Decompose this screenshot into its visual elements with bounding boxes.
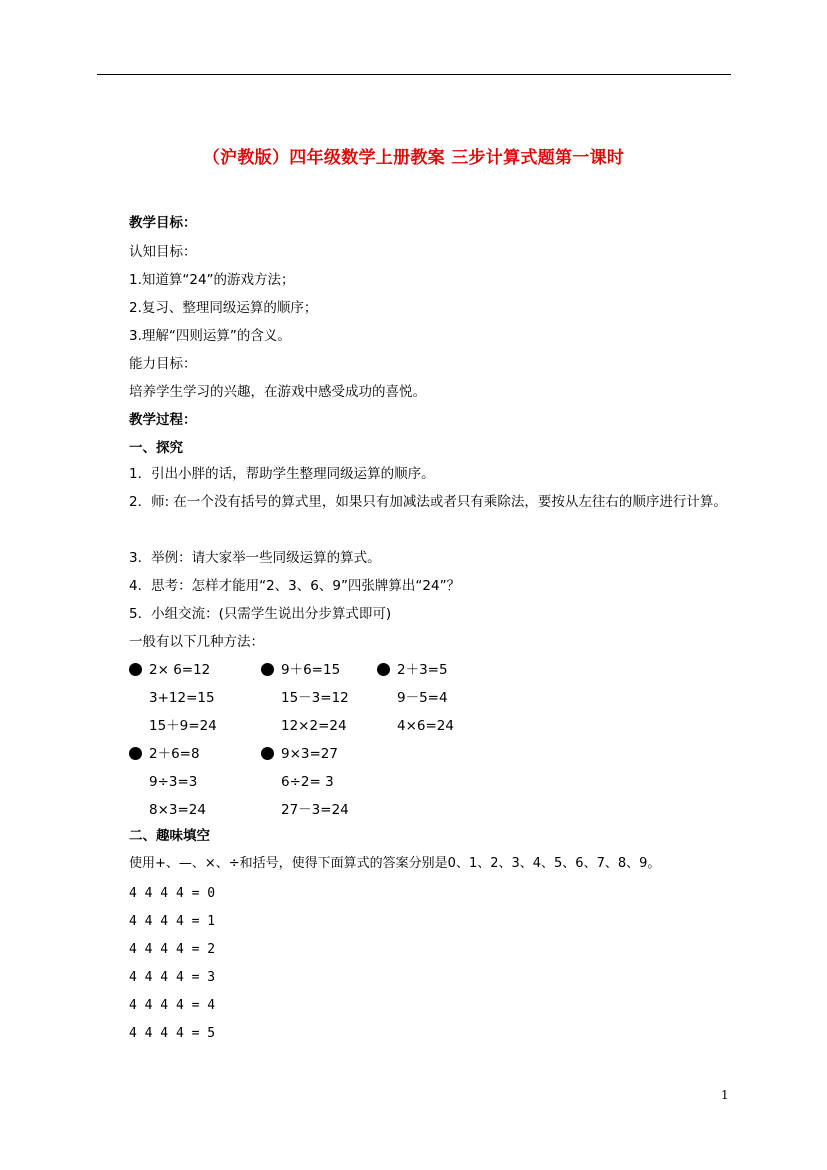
- process-step: 3．举例：请大家举一些同级运算的算式。: [129, 550, 381, 566]
- bullet-icon: [129, 747, 142, 760]
- equation: 4 4 4 4 = 4: [129, 998, 216, 1013]
- method-step: 2× 6=12: [149, 662, 211, 678]
- fill-instruction: 使用+、—、×、÷和括号，使得下面算式的答案分别是0、1、2、3、4、5、6、7、8、9。: [129, 856, 661, 871]
- teaching-goals-heading: 教学目标：: [129, 215, 197, 231]
- method-step: 9＋6=15: [281, 662, 341, 678]
- method-step: 15－3=12: [281, 690, 349, 706]
- method-step: 6÷2= 3: [281, 774, 334, 790]
- cognitive-goal-item: 2.复习、整理同级运算的顺序；: [129, 300, 318, 316]
- method-step: 15＋9=24: [149, 718, 217, 734]
- methods-intro: 一般有以下几种方法：: [129, 634, 264, 650]
- ability-goals-label: 能力目标：: [129, 356, 197, 372]
- bullet-icon: [129, 663, 142, 676]
- section-explore-heading: 一、探究: [129, 440, 183, 456]
- ability-goal-text: 培养学生学习的兴趣，在游戏中感受成功的喜悦。: [129, 384, 426, 400]
- method-step: 9÷3=3: [149, 774, 198, 790]
- bullet-icon: [261, 663, 274, 676]
- header-rule: [97, 74, 731, 75]
- equation: 4 4 4 4 = 3: [129, 970, 216, 985]
- equation: 4 4 4 4 = 5: [129, 1026, 216, 1041]
- cognitive-goal-item: 3.理解“四则运算”的含义。: [129, 328, 291, 344]
- equation: 4 4 4 4 = 2: [129, 942, 216, 957]
- method-step: 9－5=4: [397, 690, 448, 706]
- bullet-icon: [261, 747, 274, 760]
- method-step: 4×6=24: [397, 718, 454, 734]
- equation: 4 4 4 4 = 0: [129, 886, 216, 901]
- method-step: 12×2=24: [281, 718, 347, 734]
- page-number: 1: [721, 1088, 729, 1102]
- method-step: 2＋3=5: [397, 662, 448, 678]
- process-step: 4．思考：怎样才能用“2、3、6、9”四张牌算出“24”？: [129, 578, 461, 594]
- method-step: 27－3=24: [281, 802, 349, 818]
- process-step: 2．师: 在一个没有括号的算式里，如果只有加减法或者只有乘除法，要按从左往右的顺序进行计算。: [129, 494, 727, 510]
- method-step: 8×3=24: [149, 802, 206, 818]
- process-step: 1．引出小胖的话，帮助学生整理同级运算的顺序。: [129, 466, 435, 482]
- cognitive-goal-item: 1.知道算“24”的游戏方法；: [129, 272, 295, 288]
- bullet-icon: [377, 663, 390, 676]
- method-step: 3+12=15: [149, 690, 215, 706]
- teaching-process-heading: 教学过程：: [129, 412, 197, 428]
- process-step: 5．小组交流：(只需学生说出分步算式即可): [129, 606, 392, 622]
- method-step: 2＋6=8: [149, 746, 200, 762]
- document-title: （沪教版）四年级数学上册教案 三步计算式题第一课时: [202, 148, 625, 168]
- section-fill-heading: 二、趣味填空: [129, 828, 210, 844]
- cognitive-goals-label: 认知目标：: [129, 244, 197, 260]
- equation: 4 4 4 4 = 1: [129, 914, 216, 929]
- method-step: 9×3=27: [281, 746, 338, 762]
